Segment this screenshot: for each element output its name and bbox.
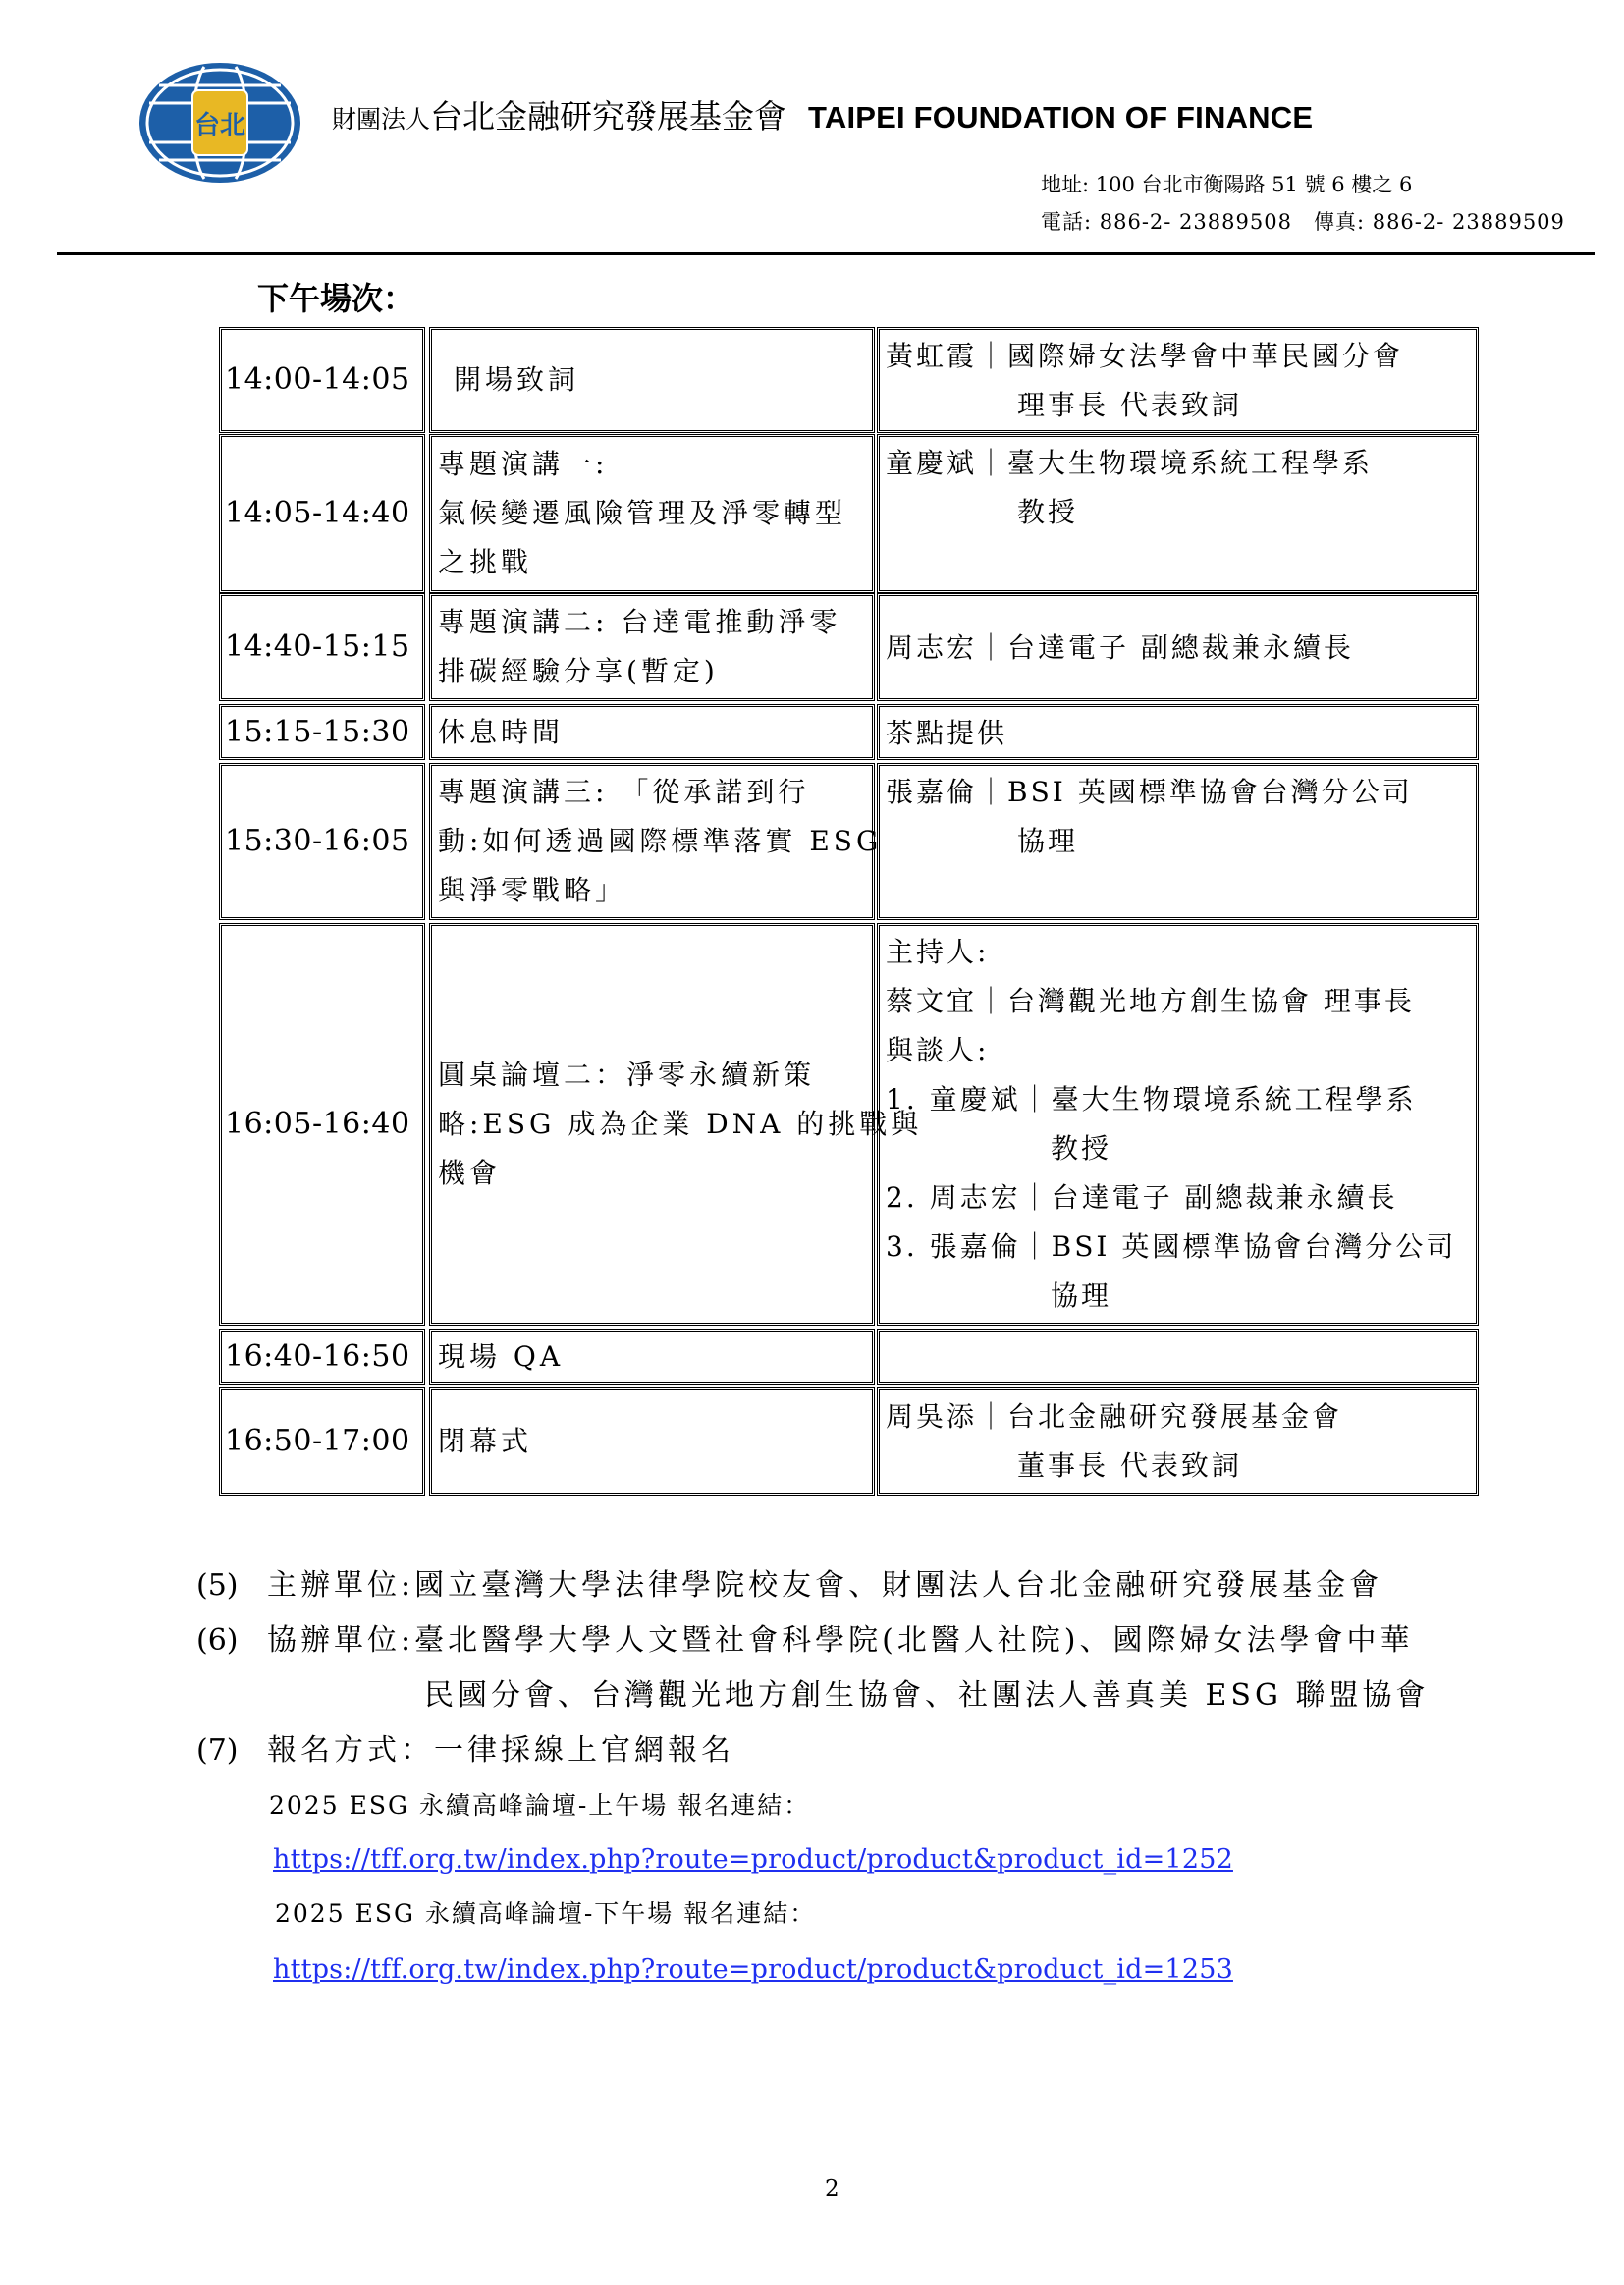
schedule-time-cell bbox=[219, 1387, 425, 1496]
session-time: 16:05-16:40 bbox=[225, 1107, 410, 1141]
session-topic-line: 動:如何透過國際標準落實 ESG bbox=[438, 825, 883, 857]
session-speaker-line: 周志宏｜台達電子 副總裁兼永續長 bbox=[886, 631, 1354, 664]
session-topic-line: 之挑戰 bbox=[438, 546, 533, 578]
session-time: 14:40-15:15 bbox=[225, 629, 410, 664]
session-speaker-line: 茶點提供 bbox=[886, 717, 1008, 749]
info-item-registration: (7) 報名方式：一律採線上官網報名 bbox=[196, 1733, 734, 1768]
session-speaker-line: 蔡文宜｜台灣觀光地方創生協會 理事長 bbox=[886, 985, 1415, 1017]
info-item-organizer: (5) 主辦單位:國立臺灣大學法律學院校友會、財團法人台北金融研究發展基金會 bbox=[196, 1568, 1383, 1603]
organization-heading bbox=[332, 97, 1314, 136]
schedule-time-cell bbox=[219, 1329, 425, 1385]
session-topic-line: 機會 bbox=[438, 1157, 502, 1189]
schedule-topic-cell bbox=[429, 327, 875, 433]
registration-afternoon-label: 2025 ESG 永續高峰論壇-下午場 報名連結： bbox=[275, 1899, 817, 1928]
contact-line bbox=[1041, 212, 1565, 233]
session-speaker-line: 黃虹霞｜國際婦女法學會中華民國分會 bbox=[886, 340, 1404, 372]
schedule-time-cell bbox=[219, 704, 425, 760]
session-speaker-line: 2. 周志宏｜台達電子 副總裁兼永續長 bbox=[886, 1181, 1398, 1214]
schedule-speaker-cell bbox=[877, 1329, 1479, 1385]
session-time: 15:30-16:05 bbox=[225, 824, 410, 858]
schedule-time-cell bbox=[219, 434, 425, 593]
schedule-speaker-cell bbox=[877, 593, 1479, 701]
logo-lettering: 台北 bbox=[193, 111, 246, 140]
schedule-speaker-cell bbox=[877, 923, 1479, 1326]
org-name: 台北金融研究發展基金會 bbox=[430, 97, 787, 136]
schedule-topic-cell bbox=[429, 704, 875, 760]
page-number: 2 bbox=[825, 2176, 839, 2202]
session-speaker-line: 協理 bbox=[1051, 1279, 1112, 1312]
session-speaker-line: 教授 bbox=[1017, 496, 1079, 528]
session-time: 15:15-15:30 bbox=[225, 714, 410, 749]
schedule-topic-cell bbox=[429, 1387, 875, 1496]
foundation-logo bbox=[135, 59, 304, 187]
registration-morning-label: 2025 ESG 永續高峰論壇-上午場 報名連結： bbox=[269, 1791, 811, 1820]
session-topic-line: 排碳經驗分享(暫定) bbox=[438, 655, 719, 687]
session-topic-line: 圓桌論壇二：淨零永續新策 bbox=[438, 1059, 816, 1091]
header-divider bbox=[57, 252, 1595, 255]
schedule-topic-cell bbox=[429, 434, 875, 593]
session-time: 16:40-16:50 bbox=[225, 1338, 410, 1374]
session-topic-line: 閉幕式 bbox=[438, 1425, 533, 1457]
org-prefix: 財團法人 bbox=[332, 105, 431, 134]
schedule-time-cell bbox=[219, 327, 425, 433]
session-topic-line: 現場 QA bbox=[438, 1339, 565, 1373]
session-time: 14:00-14:05 bbox=[225, 362, 410, 397]
schedule-speaker-cell bbox=[877, 704, 1479, 760]
org-address: 地址: 100 台北市衡陽路 51 號 6 樓之 6 bbox=[1041, 173, 1413, 196]
info-item-coorganizer-cont: 民國分會、台灣觀光地方創生協會、社團法人善真美 ESG 聯盟協會 bbox=[424, 1678, 1430, 1713]
schedule-speaker-cell bbox=[877, 763, 1479, 920]
session-topic-line: 氣候變遷風險管理及淨零轉型 bbox=[438, 497, 847, 529]
session-topic-line: 開場致詞 bbox=[454, 363, 580, 396]
session-speaker-line: 理事長 代表致詞 bbox=[1017, 389, 1242, 421]
schedule-time-cell bbox=[219, 763, 425, 920]
section-title: 下午場次： bbox=[257, 280, 415, 317]
info-item-coorganizer: (6) 協辦單位:臺北醫學大學人文暨社會科學院(北醫人社院)、國際婦女法學會中華 bbox=[196, 1623, 1414, 1658]
session-topic-line: 略:ESG 成為企業 DNA 的挑戰與 bbox=[438, 1108, 923, 1140]
org-phone: 電話: 886-2- 23889508 bbox=[1041, 210, 1292, 234]
session-speaker-line: 董事長 代表致詞 bbox=[1017, 1449, 1242, 1482]
session-time: 14:05-14:40 bbox=[225, 496, 410, 530]
session-topic-line: 專題演講二: 台達電推動淨零 bbox=[438, 606, 841, 638]
session-speaker-line: 主持人: bbox=[886, 936, 990, 968]
session-speaker-line: 3. 張嘉倫｜BSI 英國標準協會台灣分公司 bbox=[886, 1230, 1457, 1263]
session-speaker-line: 周吳添｜台北金融研究發展基金會 bbox=[886, 1400, 1343, 1433]
session-speaker-line: 教授 bbox=[1051, 1132, 1112, 1165]
session-topic-line: 與淨零戰略」 bbox=[438, 874, 627, 906]
session-topic-line: 專題演講一: bbox=[438, 448, 609, 480]
schedule-time-cell bbox=[219, 923, 425, 1326]
schedule-topic-cell bbox=[429, 763, 883, 920]
schedule-topic-cell bbox=[429, 1329, 875, 1385]
session-topic-line: 專題演講三: 「從承諾到行 bbox=[438, 776, 810, 808]
schedule-speaker-cell bbox=[877, 327, 1479, 433]
session-speaker-line: 1. 童慶斌｜臺大生物環境系統工程學系 bbox=[886, 1083, 1417, 1115]
schedule-topic-cell bbox=[429, 923, 923, 1326]
org-fax: 傳真: 886-2- 23889509 bbox=[1313, 210, 1565, 234]
schedule-time-cell bbox=[219, 593, 425, 701]
session-speaker-line: 張嘉倫｜BSI 英國標準協會台灣分公司 bbox=[886, 776, 1413, 808]
session-speaker-line: 童慶斌｜臺大生物環境系統工程學系 bbox=[886, 447, 1374, 479]
session-time: 16:50-17:00 bbox=[225, 1424, 410, 1458]
registration-morning-link[interactable]: https://tff.org.tw/index.php?route=product/product&product_id=1252 bbox=[273, 1844, 1233, 1875]
registration-afternoon-link[interactable]: https://tff.org.tw/index.php?route=product/product&product_id=1253 bbox=[273, 1954, 1233, 1985]
schedule-topic-cell bbox=[429, 593, 875, 701]
schedule-speaker-cell bbox=[877, 1387, 1479, 1496]
schedule-speaker-cell bbox=[877, 434, 1479, 593]
session-speaker-line: 協理 bbox=[1017, 825, 1079, 857]
session-speaker-line: 與談人: bbox=[886, 1034, 990, 1066]
org-english-name: TAIPEI FOUNDATION OF FINANCE bbox=[808, 100, 1314, 135]
session-topic-line: 休息時間 bbox=[438, 715, 565, 748]
